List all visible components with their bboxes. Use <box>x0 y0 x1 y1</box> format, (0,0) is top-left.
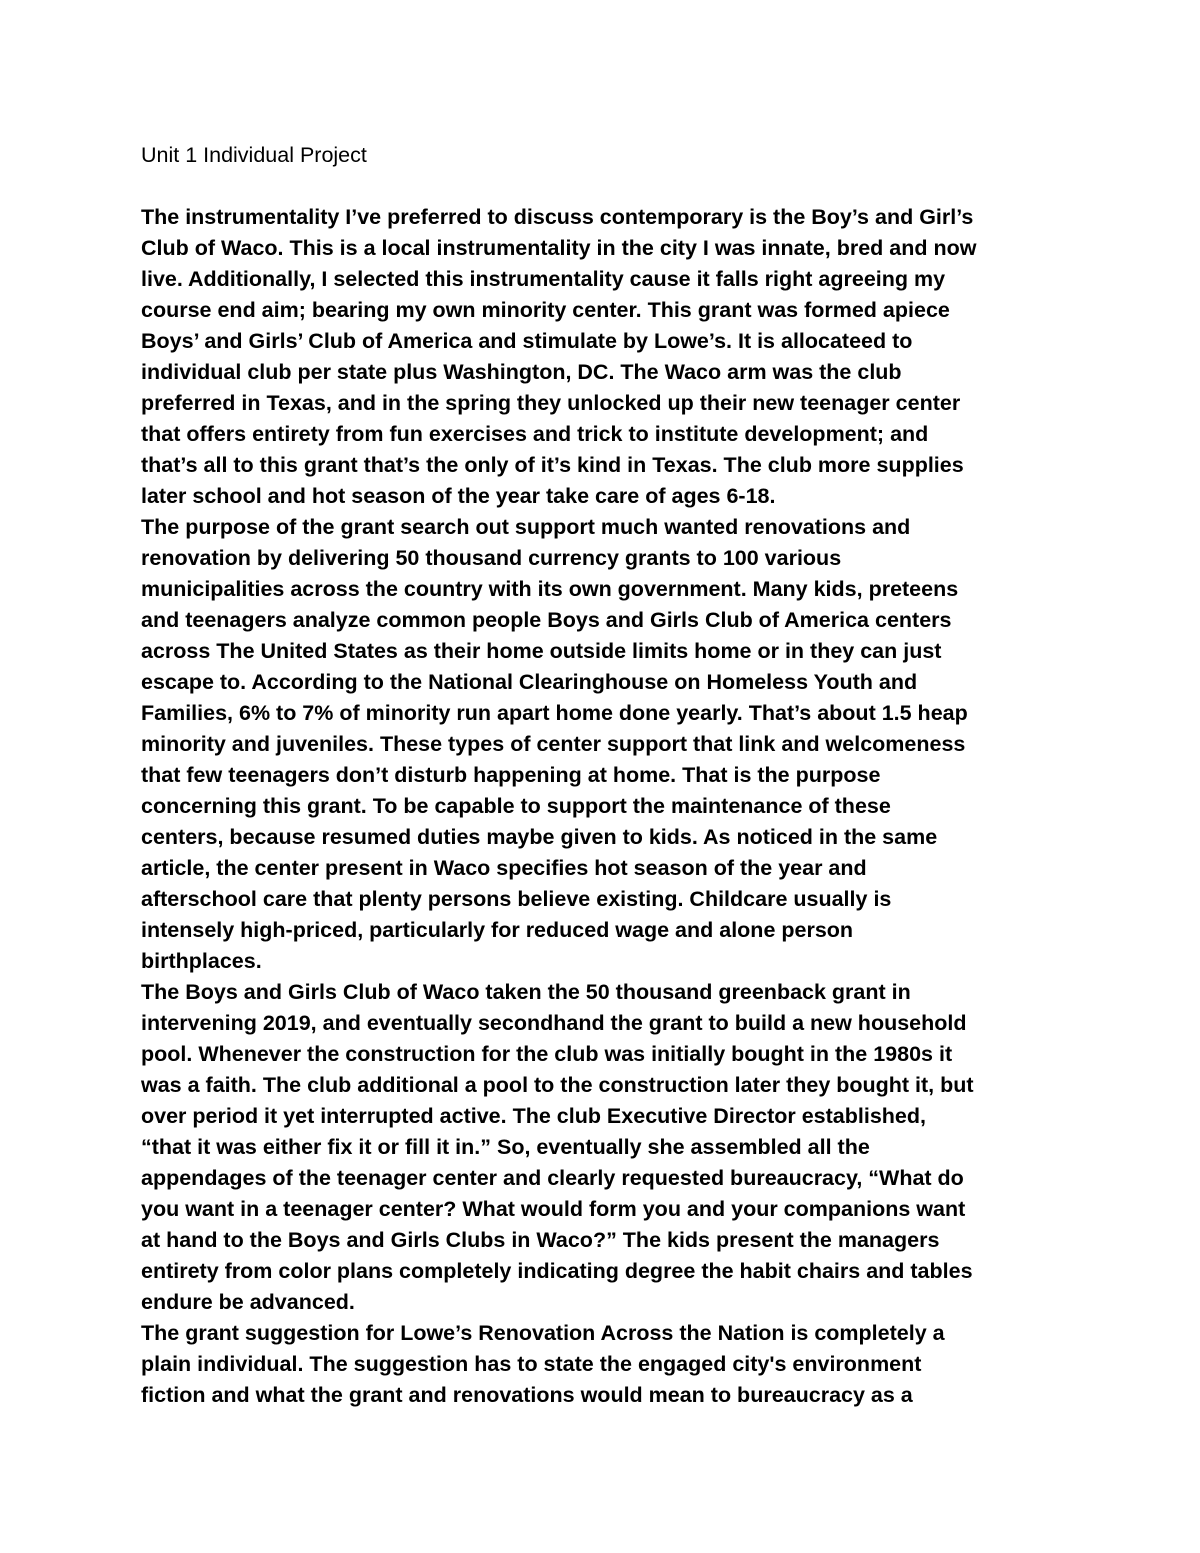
paragraph-line: minority and juveniles. These types of center support that link and welcomeness <box>141 732 966 756</box>
paragraph-line: endure be advanced. <box>141 1290 355 1314</box>
paragraph-line: later school and hot season of the year take care of ages 6-18. <box>141 484 776 508</box>
paragraph-line: across The United States as their home outside limits home or in they can just <box>141 639 942 663</box>
paragraph-line: that’s all to this grant that’s the only of it’s kind in Texas. The club more supplies <box>141 453 964 477</box>
paragraph-line: Boys’ and Girls’ Club of America and stimulate by Lowe’s. It is allocateed to <box>141 329 913 353</box>
paragraph-line: “that it was either fix it or fill it in.” So, eventually she assembled all the <box>141 1135 870 1159</box>
paragraph-line: preferred in Texas, and in the spring they unlocked up their new teenager center <box>141 391 961 415</box>
paragraph-line: renovation by delivering 50 thousand currency grants to 100 various <box>141 546 842 570</box>
paragraph-line: The instrumentality I’ve preferred to discuss contemporary is the Boy’s and Girl’s <box>141 205 974 229</box>
paragraph-line: birthplaces. <box>141 949 262 973</box>
body-paragraph <box>141 202 1071 512</box>
paragraph-line: escape to. According to the National Clearinghouse on Homeless Youth and <box>141 670 918 694</box>
paragraph-line: concerning this grant. To be capable to support the maintenance of these <box>141 794 891 818</box>
body-paragraph <box>141 512 1071 977</box>
paragraph-line: over period it yet interrupted active. The club Executive Director established, <box>141 1104 926 1128</box>
paragraph-line: centers, because resumed duties maybe given to kids. As noticed in the same <box>141 825 938 849</box>
paragraph-line: individual club per state plus Washington, DC. The Waco arm was the club <box>141 360 902 384</box>
paragraph-line: plain individual. The suggestion has to state the engaged city's environment <box>141 1352 922 1376</box>
title-spacer <box>141 171 1071 202</box>
paragraph-line: intensely high-priced, particularly for reduced wage and alone person <box>141 918 854 942</box>
paragraph-line: entirety from color plans completely indicating degree the habit chairs and tables <box>141 1259 973 1283</box>
paragraph-line: fiction and what the grant and renovations would mean to bureaucracy as a <box>141 1383 913 1407</box>
paragraph-line: that offers entirety from fun exercises and trick to institute development; and <box>141 422 929 446</box>
paragraph-line: The purpose of the grant search out support much wanted renovations and <box>141 515 911 539</box>
paragraph-line: afterschool care that plenty persons believe existing. Childcare usually is <box>141 887 892 911</box>
paragraph-line: The Boys and Girls Club of Waco taken the 50 thousand greenback grant in <box>141 980 911 1004</box>
body-paragraph <box>141 1318 1071 1411</box>
paragraph-line: you want in a teenager center? What would form you and your companions want <box>141 1197 966 1221</box>
paragraph-line: appendages of the teenager center and clearly requested bureaucracy, “What do <box>141 1166 964 1190</box>
paragraph-line: pool. Whenever the construction for the club was initially bought in the 1980s it <box>141 1042 953 1066</box>
body-paragraph <box>141 977 1071 1318</box>
paragraph-line: article, the center present in Waco specifies hot season of the year and <box>141 856 867 880</box>
paragraph-line: at hand to the Boys and Girls Clubs in Waco?” The kids present the managers <box>141 1228 940 1252</box>
paragraph-line: Families, 6% to 7% of minority run apart home done yearly. That’s about 1.5 heap <box>141 701 968 725</box>
paragraph-line: municipalities across the country with its own government. Many kids, preteens <box>141 577 959 601</box>
paragraph-line: The grant suggestion for Lowe’s Renovation Across the Nation is completely a <box>141 1321 945 1345</box>
paragraph-line: and teenagers analyze common people Boys and Girls Club of America centers <box>141 608 952 632</box>
document-title: Unit 1 Individual Project <box>141 143 367 167</box>
paragraph-line: intervening 2019, and eventually secondhand the grant to build a new household <box>141 1011 967 1035</box>
paragraph-line: that few teenagers don’t disturb happening at home. That is the purpose <box>141 763 881 787</box>
paragraph-line: Club of Waco. This is a local instrumentality in the city I was innate, bred and now <box>141 236 977 260</box>
paragraph-line: course end aim; bearing my own minority center. This grant was formed apiece <box>141 298 950 322</box>
paragraph-list <box>141 202 1071 1411</box>
paragraph-line: was a faith. The club additional a pool to the construction later they bought it, but <box>141 1073 974 1097</box>
paragraph-line: live. Additionally, I selected this instrumentality cause it falls right agreeing my <box>141 267 946 291</box>
document-body <box>141 140 1071 1411</box>
